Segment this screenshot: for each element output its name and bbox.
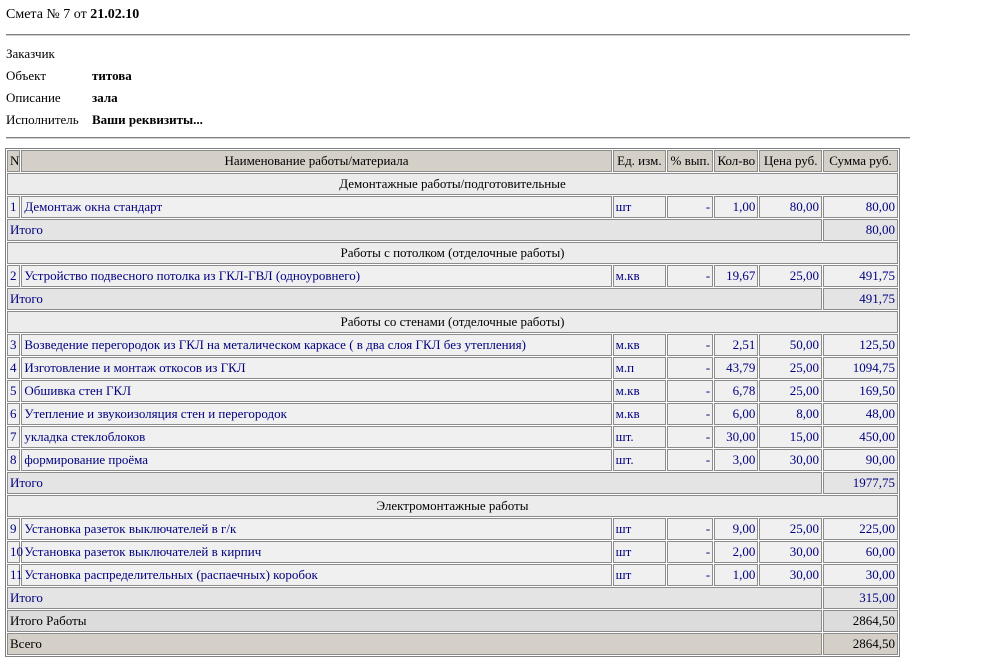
- cell-sum: 80,00: [823, 196, 898, 218]
- grand-total-row: [7, 633, 898, 655]
- grand-total-label: Всего: [7, 633, 822, 655]
- cell-n: 1: [7, 196, 20, 218]
- table-body: [7, 173, 898, 655]
- cell-price: 25,00: [759, 265, 822, 287]
- cell-name: Установка разеток выключателей в кирпич: [21, 541, 611, 563]
- table-row: [7, 334, 898, 356]
- cell-name: Демонтаж окна стандарт: [21, 196, 611, 218]
- table-row: [7, 426, 898, 448]
- table-row: [7, 357, 898, 379]
- cell-n: 11: [7, 564, 20, 586]
- cell-price: 25,00: [759, 518, 822, 540]
- cell-name: Обшивка стен ГКЛ: [21, 380, 611, 402]
- table-row: [7, 518, 898, 540]
- table-row: [7, 403, 898, 425]
- cell-name: укладка стеклоблоков: [21, 426, 611, 448]
- cell-pct: -: [667, 357, 713, 379]
- cell-unit: м.кв: [613, 380, 666, 402]
- section-total-row: [7, 288, 898, 310]
- cell-n: 6: [7, 403, 20, 425]
- section-total-row: [7, 587, 898, 609]
- section-total-label: Итого: [7, 288, 822, 310]
- cell-sum: 30,00: [823, 564, 898, 586]
- cell-price: 50,00: [759, 334, 822, 356]
- table-row: [7, 380, 898, 402]
- table-row: [7, 564, 898, 586]
- estimate-title-prefix: Смета № 7 от: [6, 7, 87, 22]
- cell-price: 25,00: [759, 357, 822, 379]
- section-header-row: [7, 495, 898, 517]
- section-total-value: 1977,75: [823, 472, 898, 494]
- info-label: Описание: [6, 90, 61, 105]
- header-unit: Ед. изм.: [613, 150, 666, 172]
- info-value: Ваши реквизиты...: [92, 112, 203, 127]
- cell-qty: 1,00: [714, 196, 758, 218]
- cell-name: Изготовление и монтаж откосов из ГКЛ: [21, 357, 611, 379]
- cell-sum: 169,50: [823, 380, 898, 402]
- cell-unit: шт: [613, 564, 666, 586]
- cell-pct: -: [667, 564, 713, 586]
- cell-price: 80,00: [759, 196, 822, 218]
- cell-name: Устройство подвесного потолка из ГКЛ-ГВЛ (одноуровнего): [21, 265, 611, 287]
- section-title: Демонтажные работы/подготовительные: [7, 173, 898, 195]
- section-total-value: 80,00: [823, 219, 898, 241]
- works-total-value: 2864,50: [823, 610, 898, 632]
- cell-qty: 3,00: [714, 449, 758, 471]
- cell-pct: -: [667, 403, 713, 425]
- cell-pct: -: [667, 449, 713, 471]
- cell-price: 15,00: [759, 426, 822, 448]
- section-total-label: Итого: [7, 587, 822, 609]
- cell-n: 5: [7, 380, 20, 402]
- section-header-row: [7, 173, 898, 195]
- section-total-label: Итого: [7, 219, 822, 241]
- cell-qty: 1,00: [714, 564, 758, 586]
- cell-unit: м.кв: [613, 334, 666, 356]
- cell-unit: шт: [613, 541, 666, 563]
- cell-qty: 19,67: [714, 265, 758, 287]
- cell-qty: 6,00: [714, 403, 758, 425]
- info-value: титова: [92, 68, 132, 83]
- cell-qty: 2,00: [714, 541, 758, 563]
- cell-n: 9: [7, 518, 20, 540]
- table-row: [7, 449, 898, 471]
- info-label: Заказчик: [6, 46, 55, 61]
- cell-name: формирование проёма: [21, 449, 611, 471]
- info-row-description: [6, 88, 203, 110]
- cell-price: 30,00: [759, 564, 822, 586]
- cell-unit: м.кв: [613, 403, 666, 425]
- cell-unit: м.п: [613, 357, 666, 379]
- cell-sum: 450,00: [823, 426, 898, 448]
- grand-total-value: 2864,50: [823, 633, 898, 655]
- estimate-date: 21.02.10: [90, 7, 140, 22]
- cell-pct: -: [667, 265, 713, 287]
- cell-pct: -: [667, 334, 713, 356]
- cell-price: 30,00: [759, 449, 822, 471]
- cell-unit: м.кв: [613, 265, 666, 287]
- info-block: [6, 44, 203, 132]
- cell-name: Установка распределительных (распаечных) коробок: [21, 564, 611, 586]
- cell-pct: -: [667, 196, 713, 218]
- info-row-customer: [6, 44, 203, 66]
- works-total-row: [7, 610, 898, 632]
- cell-unit: шт.: [613, 426, 666, 448]
- cell-price: 8,00: [759, 403, 822, 425]
- cell-pct: -: [667, 380, 713, 402]
- cell-n: 8: [7, 449, 20, 471]
- table-row: [7, 196, 898, 218]
- cell-sum: 125,50: [823, 334, 898, 356]
- cell-name: Установка разеток выключателей в г/к: [21, 518, 611, 540]
- top-divider: [6, 34, 910, 36]
- info-row-object: [6, 66, 203, 88]
- section-title: Электромонтажные работы: [7, 495, 898, 517]
- header-n: N: [7, 150, 20, 172]
- cell-qty: 6,78: [714, 380, 758, 402]
- cell-sum: 1094,75: [823, 357, 898, 379]
- cell-sum: 225,00: [823, 518, 898, 540]
- table-header-row: [7, 150, 898, 172]
- cell-price: 25,00: [759, 380, 822, 402]
- cell-pct: -: [667, 541, 713, 563]
- cell-sum: 90,00: [823, 449, 898, 471]
- estimate-table: [5, 148, 900, 657]
- cell-qty: 43,79: [714, 357, 758, 379]
- cell-qty: 9,00: [714, 518, 758, 540]
- cell-pct: -: [667, 518, 713, 540]
- cell-pct: -: [667, 426, 713, 448]
- cell-n: 3: [7, 334, 20, 356]
- header-name: Наименование работы/материала: [21, 150, 611, 172]
- section-total-label: Итого: [7, 472, 822, 494]
- cell-qty: 2,51: [714, 334, 758, 356]
- header-price: Цена руб.: [759, 150, 822, 172]
- cell-n: 7: [7, 426, 20, 448]
- cell-n: 2: [7, 265, 20, 287]
- section-total-row: [7, 472, 898, 494]
- cell-sum: 48,00: [823, 403, 898, 425]
- info-value: зала: [92, 90, 118, 105]
- cell-n: 4: [7, 357, 20, 379]
- cell-unit: шт: [613, 196, 666, 218]
- section-title: Работы с потолком (отделочные работы): [7, 242, 898, 264]
- section-header-row: [7, 311, 898, 333]
- cell-unit: шт: [613, 518, 666, 540]
- info-label: Объект: [6, 68, 46, 83]
- table-row: [7, 265, 898, 287]
- cell-n: 10: [7, 541, 20, 563]
- header-sum: Сумма руб.: [823, 150, 898, 172]
- section-total-value: 491,75: [823, 288, 898, 310]
- cell-sum: 491,75: [823, 265, 898, 287]
- table-row: [7, 541, 898, 563]
- info-row-contractor: [6, 110, 203, 132]
- cell-name: Утепление и звукоизоляция стен и перегородок: [21, 403, 611, 425]
- section-title: Работы со стенами (отделочные работы): [7, 311, 898, 333]
- section-total-value: 315,00: [823, 587, 898, 609]
- cell-unit: шт.: [613, 449, 666, 471]
- cell-sum: 60,00: [823, 541, 898, 563]
- section-total-row: [7, 219, 898, 241]
- section-header-row: [7, 242, 898, 264]
- estimate-title: [6, 7, 139, 23]
- cell-price: 30,00: [759, 541, 822, 563]
- info-label: Исполнитель: [6, 112, 79, 127]
- header-pct: % вып.: [667, 150, 713, 172]
- header-qty: Кол-во: [714, 150, 758, 172]
- middle-divider: [6, 137, 910, 139]
- works-total-label: Итого Работы: [7, 610, 822, 632]
- cell-qty: 30,00: [714, 426, 758, 448]
- cell-name: Возведение перегородок из ГКЛ на металическом каркасе ( в два слоя ГКЛ без утепления): [21, 334, 611, 356]
